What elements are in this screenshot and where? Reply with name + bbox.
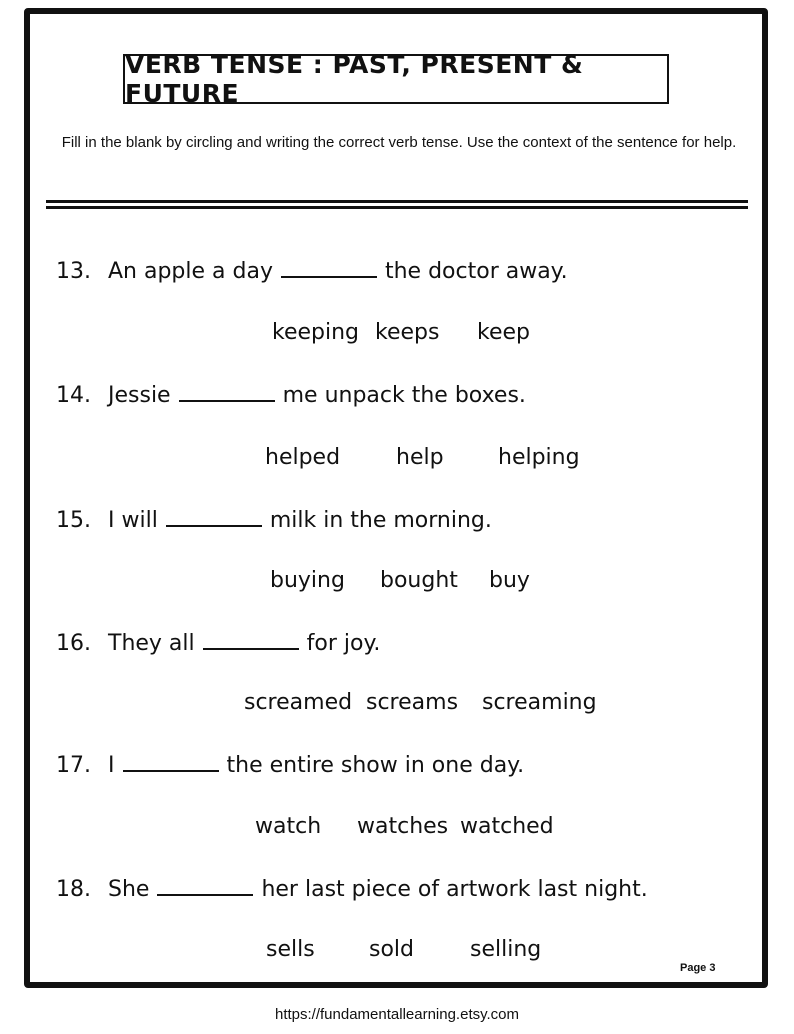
question-text-before: I will — [108, 508, 158, 533]
answer-blank[interactable] — [123, 752, 219, 772]
answer-blank[interactable] — [166, 507, 262, 527]
question-number: 15. — [56, 508, 91, 533]
question-text-after: the doctor away. — [384, 259, 568, 284]
question-text-before: An apple a day — [108, 259, 273, 284]
choice-bought[interactable]: bought — [380, 568, 458, 593]
question-15 — [56, 507, 492, 533]
question-18 — [56, 876, 648, 902]
choice-helping[interactable]: helping — [498, 445, 580, 470]
worksheet-border — [24, 8, 768, 988]
choice-help[interactable]: help — [396, 445, 444, 470]
answer-blank[interactable] — [281, 258, 377, 278]
choice-sold[interactable]: sold — [369, 937, 414, 962]
choice-watches[interactable]: watches — [357, 814, 449, 839]
question-number: 14. — [56, 383, 91, 408]
choice-watched[interactable]: watched — [460, 814, 554, 839]
choice-buying[interactable]: buying — [270, 568, 345, 593]
question-number: 18. — [56, 877, 91, 902]
question-text-before: They all — [108, 631, 195, 656]
choice-keeps[interactable]: keeps — [375, 320, 440, 345]
choice-helped[interactable]: helped — [265, 445, 341, 470]
question-text-before: I — [108, 753, 115, 778]
instructions: Fill in the blank by circling and writing the correct verb tense. Use the context of the sentence for help. — [61, 134, 737, 151]
answer-blank[interactable] — [203, 630, 299, 650]
page-number: Page 3 — [680, 962, 716, 974]
question-14 — [56, 382, 526, 408]
choice-screams[interactable]: screams — [366, 690, 459, 715]
question-text-after: milk in the morning. — [269, 508, 492, 533]
choice-screamed[interactable]: screamed — [244, 690, 353, 715]
divider-top — [46, 200, 748, 203]
question-text-before: She — [108, 877, 150, 902]
question-number: 16. — [56, 631, 91, 656]
choice-buy[interactable]: buy — [489, 568, 530, 593]
question-16 — [56, 630, 380, 656]
question-text-after: for joy. — [306, 631, 381, 656]
choice-sells[interactable]: sells — [266, 937, 315, 962]
choice-watch[interactable]: watch — [255, 814, 322, 839]
question-text-before: Jessie — [108, 383, 171, 408]
question-text-after: her last piece of artwork last night. — [261, 877, 648, 902]
question-17 — [56, 752, 524, 778]
title-text: VERB TENSE : PAST, PRESENT & FUTURE — [125, 50, 584, 108]
divider-bottom — [46, 206, 748, 209]
footer-url[interactable]: https://fundamentallearning.etsy.com — [274, 1006, 520, 1023]
question-number: 13. — [56, 259, 91, 284]
question-number: 17. — [56, 753, 91, 778]
answer-blank[interactable] — [179, 382, 275, 402]
choice-selling[interactable]: selling — [470, 937, 542, 962]
choice-screaming[interactable]: screaming — [482, 690, 597, 715]
worksheet-title — [123, 50, 669, 108]
choice-keep[interactable]: keep — [477, 320, 530, 345]
answer-blank[interactable] — [157, 876, 253, 896]
question-13 — [56, 258, 568, 284]
question-text-after: me unpack the boxes. — [282, 383, 526, 408]
question-text-after: the entire show in one day. — [226, 753, 525, 778]
choice-keeping[interactable]: keeping — [272, 320, 360, 345]
